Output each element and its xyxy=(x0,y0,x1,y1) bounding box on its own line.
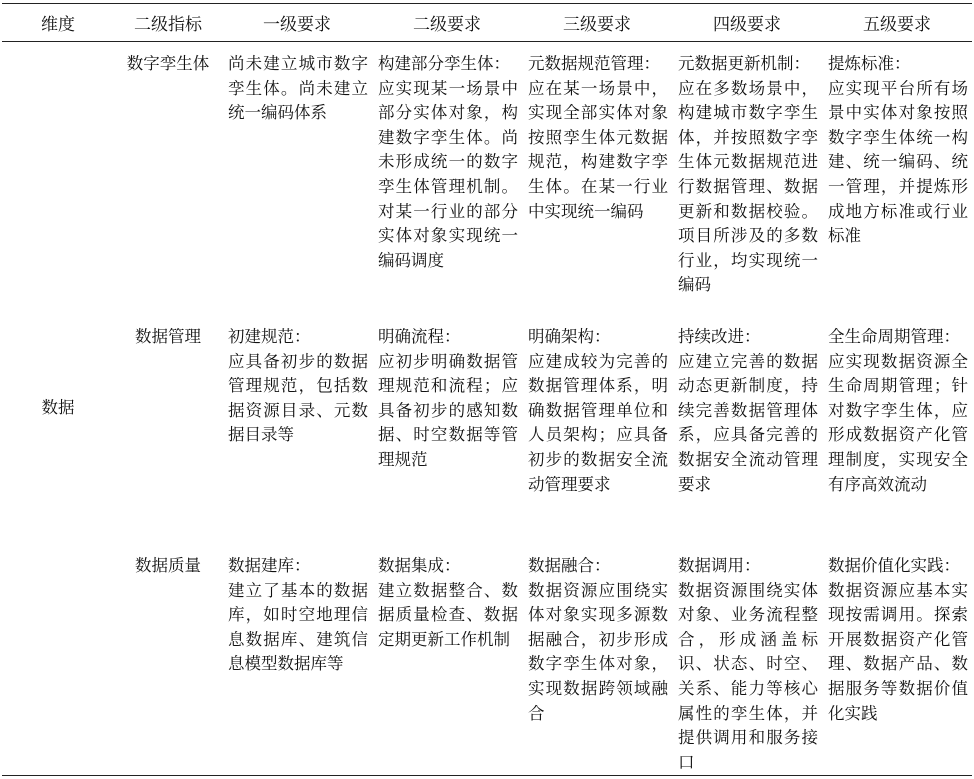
requirement-cell xyxy=(522,542,672,776)
requirement-title: 持续改进： xyxy=(678,327,761,346)
requirement-body: 应建成较为完善的数据管理体系，明确数据管理单位和人员架构；应具备初步的数据安全流动管理要求 xyxy=(528,351,668,494)
header-dimension: 维度 xyxy=(41,15,75,35)
requirement-cell xyxy=(522,313,672,542)
indicator-cell: 数据管理 xyxy=(135,327,201,346)
requirement-title: 数据集成： xyxy=(378,556,461,575)
requirement-cell xyxy=(522,42,672,314)
requirement-title: 数据建库： xyxy=(228,556,311,575)
requirement-body: 数据资源应围绕实体对象实现多源数据融合，初步形成数字孪生体对象，实现数据跨领域融合 xyxy=(528,580,668,723)
requirement-body: 应初步明确数据管理规范和流程；应具备初步的感知数据、时空数据等管理规范 xyxy=(378,351,518,469)
requirement-title: 提炼标准： xyxy=(828,54,911,73)
maturity-requirements-table xyxy=(2,3,972,776)
requirement-cell xyxy=(372,542,522,776)
requirement-body: 应实现数据资源全生命周期管理；针对数字孪生体，应形成数据资产化管理制度，实现安全有序高效流动 xyxy=(828,351,968,494)
requirement-title: 全生命周期管理： xyxy=(828,327,960,346)
requirement-cell xyxy=(672,542,822,776)
requirement-body: 建立数据整合、数据质量检查、数据定期更新工作机制 xyxy=(378,580,518,649)
requirement-title: 数据融合： xyxy=(528,556,611,575)
indicator-cell: 数据质量 xyxy=(135,556,201,575)
requirement-title: 数据调用： xyxy=(678,556,761,575)
requirement-cell xyxy=(672,313,822,542)
requirement-cell xyxy=(372,313,522,542)
requirement-body: 应具备初步的数据管理规范，包括数据资源目录、元数据目录等 xyxy=(228,351,368,445)
dimension-cell: 数据 xyxy=(41,398,75,418)
requirement-body: 应实现某一场景中部分实体对象，构建数字孪生体。尚未形成统一的数字孪生体管理机制。对某一行业的部分实体对象实现统一编码调度 xyxy=(378,78,518,270)
header-row xyxy=(2,4,972,42)
table-row xyxy=(2,42,972,314)
requirement-body: 应在多数场景中，构建城市数字孪生体，并按照数字孪生体元数据规范进行数据管理、数据更新和数据校验。项目所涉及的多数行业，均实现统一编码 xyxy=(678,78,818,295)
header-level-2: 二级要求 xyxy=(413,15,481,35)
table-row xyxy=(2,313,972,542)
requirement-body: 数据资源应基本实现按需调用。探索开展数据资产化管理、数据产品、数据服务等数据价值化实践 xyxy=(828,580,968,723)
requirement-cell xyxy=(822,542,972,776)
header-level-1: 一级要求 xyxy=(263,15,331,35)
requirement-body: 应建立完善的数据动态更新制度，持续完善数据管理体系，应具备完善的数据安全流动管理要求 xyxy=(678,351,818,494)
requirement-body: 数据资源围绕实体对象、业务流程整合，形成涵盖标识、状态、时空、关系、能力等核心属性的孪生体，并提供调用和服务接口 xyxy=(678,580,818,772)
requirement-cell xyxy=(672,42,822,314)
requirement-title: 初建规范： xyxy=(228,327,311,346)
requirement-cell xyxy=(222,42,372,314)
requirement-cell xyxy=(222,542,372,776)
header-level-4: 四级要求 xyxy=(713,15,781,35)
requirement-title: 数据价值化实践： xyxy=(828,556,960,575)
requirement-body: 应实现平台所有场景中实体对象按照数字孪生体统一构建、统一编码、统一管理，并提炼形成地方标准或行业标准 xyxy=(828,78,968,246)
requirement-cell xyxy=(372,42,522,314)
requirement-title: 明确架构： xyxy=(528,327,611,346)
header-indicator: 二级指标 xyxy=(134,15,202,35)
requirement-cell xyxy=(222,313,372,542)
requirement-title: 明确流程： xyxy=(378,327,461,346)
header-level-3: 三级要求 xyxy=(563,15,631,35)
indicator-cell: 数字孪生体 xyxy=(126,54,210,73)
header-level-5: 五级要求 xyxy=(863,15,931,35)
requirement-body: 应在某一场景中，实现全部实体对象按照孪生体元数据规范，构建数字孪生体。在某一行业中实现统一编码 xyxy=(528,78,668,221)
requirement-cell xyxy=(822,313,972,542)
requirement-title: 构建部分孪生体： xyxy=(378,54,510,73)
requirement-title: 元数据更新机制： xyxy=(678,54,810,73)
requirement-body: 建立了基本的数据库，如时空地理信息数据库、建筑信息模型数据库等 xyxy=(228,580,368,674)
requirement-body: 尚未建立城市数字孪生体。尚未建立统一编码体系 xyxy=(228,54,368,123)
table-row xyxy=(2,542,972,776)
requirement-cell xyxy=(822,42,972,314)
requirement-title: 元数据规范管理： xyxy=(528,54,660,73)
